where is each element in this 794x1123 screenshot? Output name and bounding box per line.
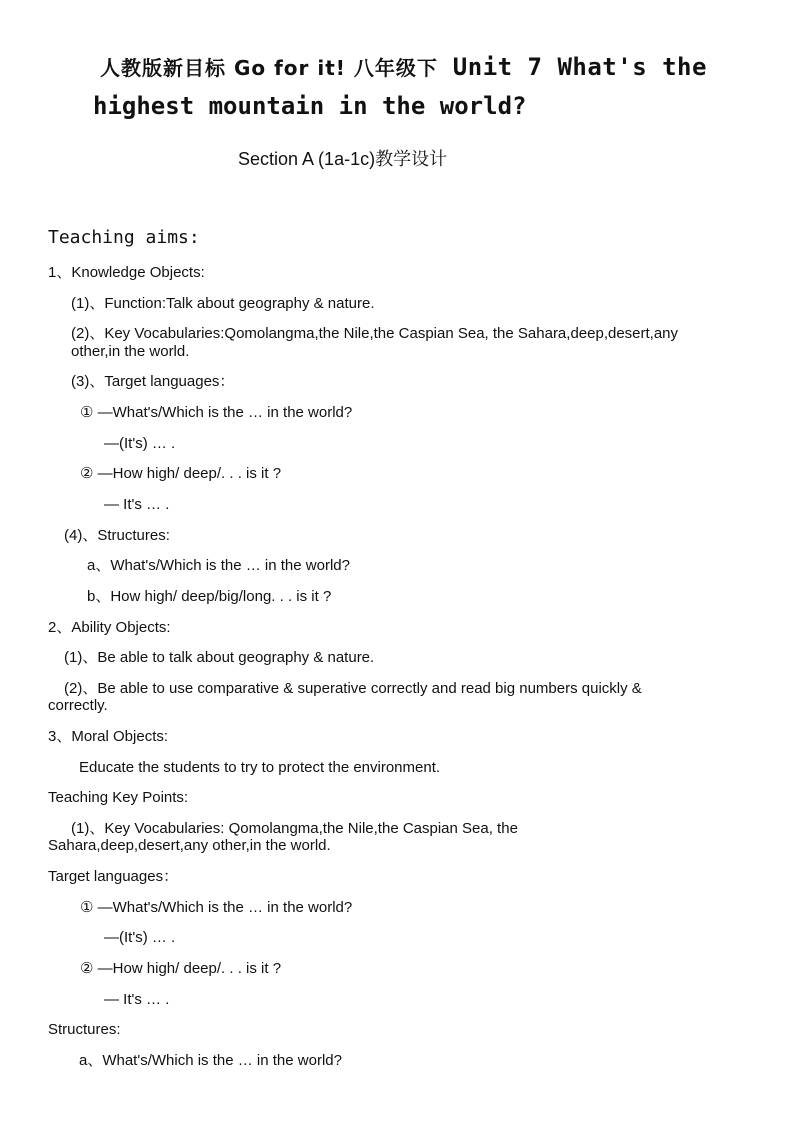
key-points-question-2: ② —How high/ deep/. . . is it ? [80,960,282,977]
key-points-structures-heading: Structures: [48,1021,121,1038]
document-title-line2: highest mountain in the world? [93,92,527,120]
moral-objects-text: Educate the students to try to protect the environment. [79,759,441,776]
key-points-answer-2: — It's … . [104,991,170,1008]
knowledge-function: (1)、Function:Talk about geography & nature. [71,295,375,312]
moral-objects-heading: 3、Moral Objects: [48,728,169,745]
ability-objects-heading: 2、Ability Objects: [48,619,171,636]
title-unit-part: Unit 7 What's the [437,53,707,81]
ability-item-2-line1: (2)、Be able to use comparative & superative correctly and read big numbers quickly & [64,680,642,697]
key-points-heading: Teaching Key Points: [48,789,189,806]
key-points-answer-1: —(It's) … . [104,929,176,946]
structure-a: a、What's/Which is the … in the world? [87,557,350,574]
ability-item-2-line2: correctly. [48,697,108,714]
structures-heading: (4)、Structures: [64,527,170,544]
key-points-question-1: ① —What's/Which is the … in the world? [80,899,353,916]
knowledge-vocab-line1: (2)、Key Vocabularies:Qomolangma,the Nile,the Caspian Sea, the Sahara,deep,desert,any [71,325,679,342]
knowledge-objects-heading: 1、Knowledge Objects: [48,264,205,281]
key-points-vocab-line2: Sahara,deep,desert,any other,in the world. [48,837,331,854]
target-answer-1: —(It's) … . [104,435,176,452]
key-points-target-heading: Target languages： [48,868,179,885]
target-question-2: ② —How high/ deep/. . . is it ? [80,465,282,482]
structure-b: b、How high/ deep/big/long. . . is it ? [87,588,332,605]
teaching-aims-heading: Teaching aims: [48,227,200,248]
key-points-structure-a: a、What's/Which is the … in the world? [79,1052,342,1069]
knowledge-vocab-line2: other,in the world. [71,343,190,360]
title-chinese-prefix: 人教版新目标 Go for it! 八年级下 [100,56,438,80]
document-subtitle: Section A (1a-1c)教学设计 [238,149,448,169]
target-question-1: ① —What's/Which is the … in the world? [80,404,353,421]
document-title-line1 [100,52,707,81]
target-languages-heading: (3)、Target languages： [71,373,235,390]
key-points-vocab-line1: (1)、Key Vocabularies: Qomolangma,the Nile,the Caspian Sea, the [71,820,518,837]
target-answer-2: — It's … . [104,496,170,513]
ability-item-1: (1)、Be able to talk about geography & nature. [64,649,375,666]
